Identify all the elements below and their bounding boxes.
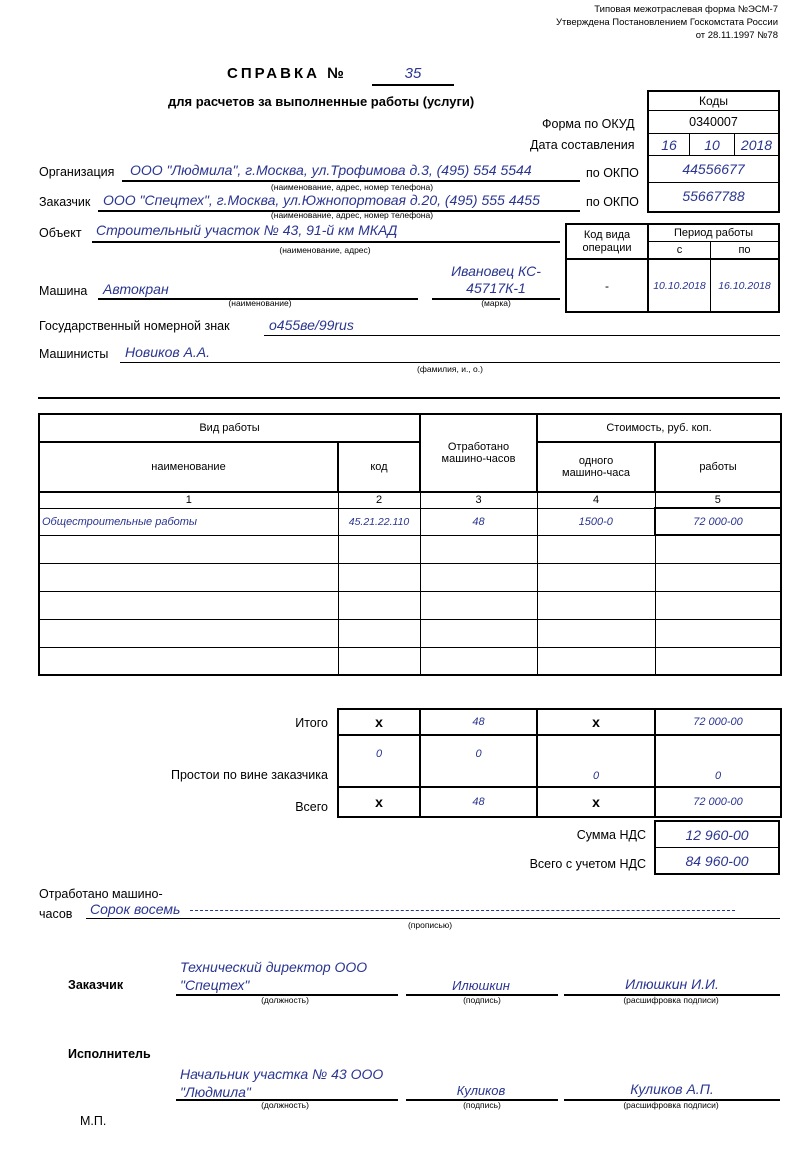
- row1-total: 72 000-00: [655, 508, 781, 535]
- sign-executor-position-line2: "Людмила": [180, 1084, 251, 1100]
- header-note-line1: Типовая межотраслевая форма №ЭСМ-7: [594, 4, 778, 15]
- col-code-header: код: [338, 442, 420, 492]
- table-row: [39, 535, 781, 563]
- sign-customer-position-line1: Технический директор ООО: [180, 959, 368, 975]
- operation-code-header: [567, 225, 647, 258]
- okpo-org-value: 44556677: [682, 161, 745, 177]
- totals-table: [337, 708, 782, 818]
- machine-brand: [432, 263, 560, 297]
- sign-customer-label: Заказчик: [68, 978, 124, 992]
- codes-header: Коды: [698, 94, 729, 108]
- col-hours-line1: Отработано: [447, 441, 510, 453]
- machine-value: Автокран: [103, 281, 169, 297]
- itogo-per-hour: х: [537, 709, 655, 735]
- idle-code: 0: [338, 735, 420, 787]
- plate-label: Государственный номерной знак: [39, 319, 230, 333]
- row1-per-hour: 1500-0: [537, 508, 655, 535]
- sign-customer-position-line2: "Спецтех": [180, 977, 250, 993]
- document-subtitle: для расчетов за выполненные работы (услуги): [168, 94, 475, 109]
- worked-label-line1: Отработано машино-: [39, 887, 163, 901]
- machine-label: Машина: [39, 284, 88, 298]
- period-to-value: 16.10.2018: [718, 279, 771, 292]
- col-hours-header: [420, 414, 537, 492]
- operation-code-value: -: [605, 278, 609, 293]
- works-table: [38, 413, 782, 676]
- vat-label: Сумма НДС: [576, 828, 646, 842]
- customer-caption: (наименование, адрес, номер телефона): [270, 210, 434, 220]
- idle-total: 0: [655, 735, 781, 787]
- sign-executor-position-caption: (должность): [261, 1100, 309, 1110]
- worked-caption: (прописью): [407, 920, 453, 930]
- col-hours-line2: машино-часов: [441, 453, 516, 465]
- table-row: [39, 508, 781, 535]
- object-caption: (наименование, адрес): [279, 245, 371, 255]
- col-num-3: 3: [420, 492, 537, 508]
- table-row: [39, 619, 781, 647]
- col-num-5: 5: [655, 492, 781, 508]
- row1-hours: 48: [420, 508, 537, 535]
- date-day: 16: [661, 136, 677, 153]
- itogo-total: 72 000-00: [655, 709, 781, 735]
- sign-executor-position-line1: Начальник участка № 43 ООО: [180, 1066, 384, 1082]
- vsego-hours: 48: [420, 787, 537, 817]
- sign-customer-name: Илюшкин И.И.: [625, 976, 719, 992]
- col-per-hour-line1: одного: [578, 455, 614, 467]
- operators-caption: (фамилия, и., о.): [417, 364, 483, 374]
- worked-value: Сорок восемь: [90, 901, 181, 917]
- date-year: 2018: [740, 136, 773, 153]
- machine-brand-caption: (марка): [481, 298, 511, 308]
- machine-brand-line2: 45717К-1: [466, 280, 526, 296]
- sign-customer-position: [180, 958, 367, 994]
- vsego-label: Всего: [295, 800, 328, 814]
- itogo-code: х: [338, 709, 420, 735]
- sign-executor-name: Куликов А.П.: [630, 1081, 714, 1097]
- table-row: [39, 647, 781, 675]
- idle-label: Простои по вине заказчика: [170, 768, 328, 782]
- col-num-2: 2: [338, 492, 420, 508]
- stamp-place: М.П.: [80, 1114, 107, 1128]
- table-row: [39, 563, 781, 591]
- with-vat-label: Всего с учетом НДС: [529, 857, 646, 871]
- vsego-per-hour: х: [537, 787, 655, 817]
- sign-customer-signature: Илюшкин: [452, 978, 510, 993]
- operators-value: Новиков А.А.: [125, 344, 211, 360]
- header-note-line2: Утверждена Постановлением Госкомстата России: [556, 17, 778, 28]
- sign-executor-sign-caption: (подпись): [463, 1100, 501, 1110]
- period-from-value: 10.10.2018: [653, 279, 706, 292]
- sign-customer-sign-caption: (подпись): [463, 995, 501, 1005]
- sign-executor-position: [180, 1065, 383, 1101]
- vsego-code: х: [338, 787, 420, 817]
- itogo-label: Итого: [295, 716, 328, 730]
- operation-code-header-line2: операции: [582, 241, 632, 254]
- sign-customer-name-caption: (расшифровка подписи): [623, 995, 719, 1005]
- vsego-total: 72 000-00: [655, 787, 781, 817]
- idle-hours: 0: [420, 735, 537, 787]
- col-num-4: 4: [537, 492, 655, 508]
- okpo-org-label: по ОКПО: [586, 166, 639, 180]
- date-month: 10: [704, 136, 720, 153]
- organization-value: ООО "Людмила", г.Москва, ул.Трофимова д.3, (495) 554 5544: [130, 162, 532, 178]
- machine-caption: (наименование): [228, 298, 292, 308]
- col-work-type-header: Вид работы: [39, 414, 420, 442]
- customer-value: ООО "Спецтех", г.Москва, ул.Южнопортовая д.20, (495) 555 4455: [103, 192, 540, 208]
- header-note-line3: от 28.11.1997 №78: [695, 30, 778, 41]
- col-work-header: работы: [655, 442, 781, 492]
- operation-code-header-line1: Код вида: [583, 228, 631, 241]
- row1-name: Общестроительные работы: [39, 508, 338, 535]
- customer-label: Заказчик: [39, 195, 91, 209]
- okud-label: Форма по ОКУД: [542, 117, 635, 131]
- machine-brand-line1: Ивановец КС-: [451, 263, 541, 279]
- period-to-label: по: [738, 244, 751, 256]
- document-number: 35: [404, 65, 422, 82]
- col-num-1: 1: [39, 492, 338, 508]
- object-label: Объект: [39, 226, 82, 240]
- sign-customer-position-caption: (должность): [261, 995, 309, 1005]
- okpo-customer-label: по ОКПО: [586, 195, 639, 209]
- idle-per-hour: 0: [537, 735, 655, 787]
- okpo-customer-value: 55667788: [682, 188, 745, 204]
- worked-dash-line: [190, 910, 735, 911]
- row1-code: 45.21.22.110: [338, 508, 420, 535]
- col-per-hour-line2: машино-часа: [562, 467, 630, 479]
- period-from-label: с: [676, 244, 683, 256]
- sign-executor-signature: Куликов: [456, 1083, 506, 1098]
- worked-label-line2: часов: [39, 907, 73, 921]
- vat-value: 12 960-00: [685, 826, 749, 843]
- object-value: Строительный участок № 43, 91-й км МКАД: [96, 222, 398, 238]
- form-header-note: [556, 3, 778, 42]
- date-label: Дата составления: [530, 138, 635, 152]
- table-row: [39, 591, 781, 619]
- col-cost-header: Стоимость, руб. коп.: [537, 414, 781, 442]
- document-title: СПРАВКА №: [227, 65, 347, 82]
- sign-executor-label: Исполнитель: [68, 1047, 151, 1061]
- sign-executor-name-caption: (расшифровка подписи): [623, 1100, 719, 1110]
- okud-value: 0340007: [689, 115, 738, 129]
- organization-caption: (наименование, адрес, номер телефона): [270, 182, 434, 192]
- organization-label: Организация: [39, 165, 115, 179]
- operators-label: Машинисты: [39, 347, 109, 361]
- itogo-hours: 48: [420, 709, 537, 735]
- col-name-header: наименование: [39, 442, 338, 492]
- period-header: Период работы: [674, 227, 753, 239]
- col-per-hour-header: [537, 442, 655, 492]
- with-vat-value: 84 960-00: [685, 852, 749, 869]
- plate-value: о455ве/99rus: [269, 317, 354, 333]
